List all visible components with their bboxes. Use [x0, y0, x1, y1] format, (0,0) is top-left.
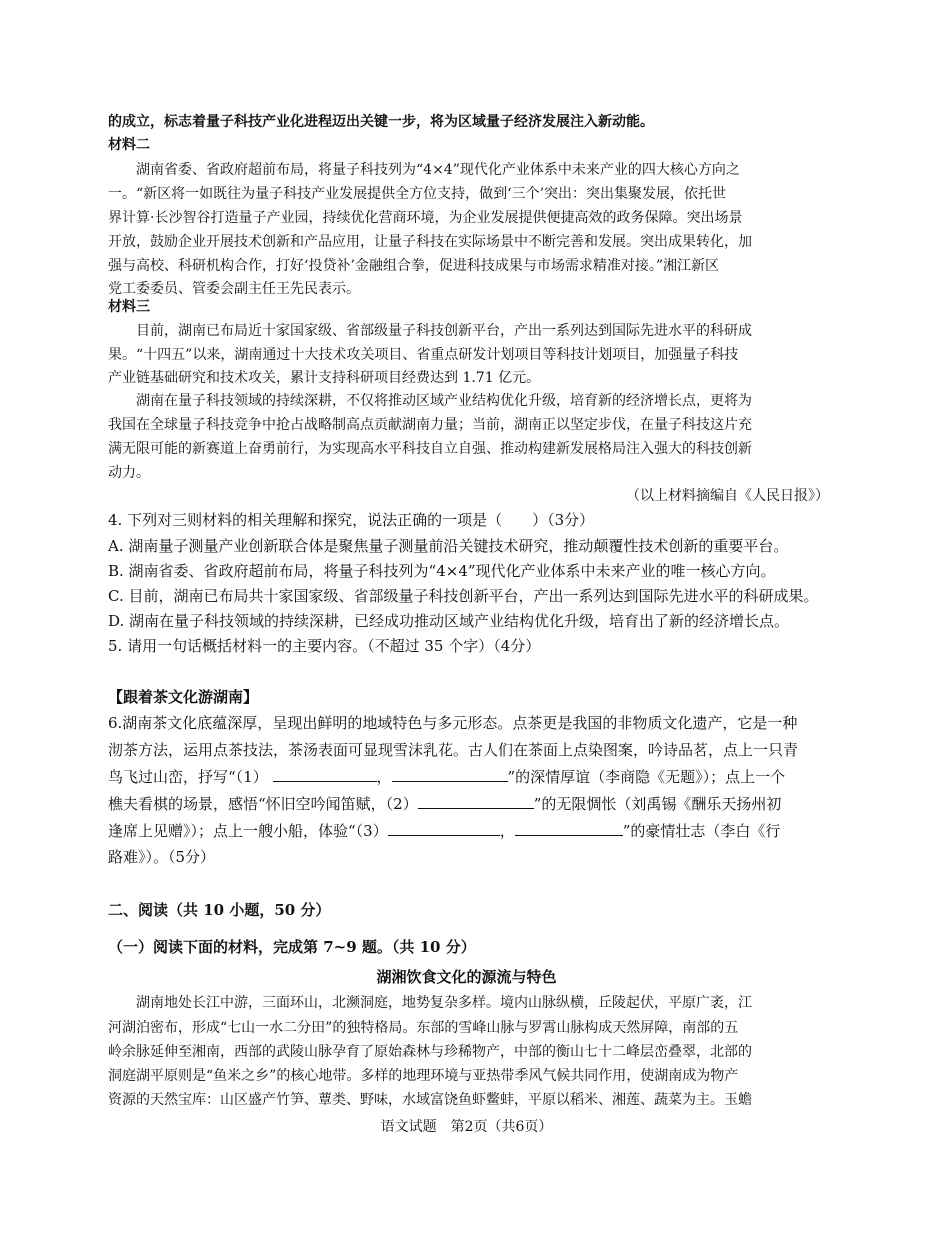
source-note: （以上材料摘编自《人民日报》）	[626, 488, 829, 504]
option-a: A. 湖南量子测量产业创新联合体是聚焦量子测量前沿关键技术研究，推动颠覆性技术创新的重要平台。	[108, 537, 789, 555]
text-line: 满无限可能的新赛道上奋勇前行，为实现高水平科技自立自强、推动构建新发展格局注入强大的科技创新	[108, 441, 752, 457]
blank-3b[interactable]	[515, 821, 623, 836]
question-5: 5. 请用一句话概括材料一的主要内容。（不超过 35 个字）（4分）	[108, 637, 541, 655]
text-line: 湖南在量子科技领域的持续深耕，不仅将推动区域产业结构优化升级，培育新的经济增长点，更将为	[136, 393, 752, 409]
text-line: 界计算·长沙智谷打造量子产业园，持续优化营商环境，为企业发展提供便捷高效的政务保障。突出场景	[108, 210, 743, 226]
text-line: 强与高校、科研机构合作，打好‘投贷补’金融组合拳，促进科技成果与市场需求精准对接。”湘江新区	[108, 258, 720, 274]
reading-section-heading: 二、阅读（共 10 小题，50 分）	[108, 901, 331, 919]
reading-sub-heading: （一）阅读下面的材料，完成第 7~9 题。（共 10 分）	[108, 938, 476, 956]
question-6-line: 樵夫看棋的场景，感悟“怀旧空吟闻笛赋，（2） ”的无限惆怅（刘禹锡《酬乐天扬州初	[108, 795, 782, 813]
question-6-line: 沏茶方法，运用点茶技法，茶汤表面可显现雪沫乳花。古人们在茶面上点染图案，吟诗品茗，点上一只青	[108, 741, 799, 759]
material3-heading: 材料三	[108, 299, 150, 315]
question-4-stem: 4. 下列对三则材料的相关理解和探究，说法正确的一项是（ ）（3分）	[108, 511, 595, 529]
text-line: 资源的天然宝库：山区盛产竹笋、蕈类、野味，水域富饶鱼虾鳖蚌，平原以稻米、湘莲、蔬菜为主。玉蟾	[108, 1092, 752, 1108]
text-line: 党工委委员、管委会副主任王先民表示。	[108, 281, 360, 297]
blank-1a[interactable]	[273, 767, 377, 782]
text-line: 洞庭湖平原则是“鱼米之乡”的核心地带。多样的地理环境与亚热带季风气候共同作用，使湖南成为物产	[108, 1068, 739, 1084]
article-title: 湖湘饮食文化的源流与特色	[376, 968, 557, 986]
text-line: 湖南省委、省政府超前布局，将量子科技列为“4×4”现代化产业体系中未来产业的四大核心方向之	[136, 162, 740, 178]
option-b: B. 湖南省委、省政府超前布局，将量子科技列为“4×4”现代化产业体系中未来产业的唯一核心方向。	[108, 562, 776, 580]
text-line: 产业链基础研究和技术攻关，累计支持科研项目经费达到 1.71 亿元。	[108, 370, 541, 386]
tea-section-heading: 【跟着茶文化游湖南】	[108, 688, 259, 706]
blank-3a[interactable]	[388, 821, 500, 836]
material2-heading: 材料二	[108, 137, 150, 153]
text-line: 河湖泊密布，形成“七山一水二分田”的独特格局。东部的雪峰山脉与罗霄山脉构成天然屏障，南部的五	[108, 1020, 739, 1036]
text-line: 湖南地处长江中游，三面环山，北濒洞庭，地势复杂多样。境内山脉纵横，丘陵起伏，平原广袤，江	[136, 995, 752, 1011]
option-d: D. 湖南在量子科技领域的持续深耕，已经成功推动区域产业结构优化升级，培育出了新的经济增长点。	[108, 612, 790, 630]
question-6-line: 路难》）。（5分）	[108, 848, 216, 866]
question-6-line: 6.湖南茶文化底蕴深厚，呈现出鲜明的地域特色与多元形态。点茶更是我国的非物质文化遗产，它是一种	[108, 714, 798, 732]
text-line: 开放，鼓励企业开展技术创新和产品应用，让量子科技在实际场景中不断完善和发展。突出成果转化，加	[108, 234, 752, 250]
text-line: 我国在全球量子科技竞争中抢占战略制高点贡献湖南力量；当前，湖南正以坚定步伐，在量子科技这片充	[108, 417, 752, 433]
question-6-line: 逢席上见赠》）；点上一艘小船，体验“（3） ， ”的豪情壮志（李白《行	[108, 822, 781, 840]
blank-1b[interactable]	[392, 767, 508, 782]
text-line: 果。“十四五”以来，湖南通过十大技术攻关项目、省重点研发计划项目等科技计划项目，加强量子科技	[108, 347, 739, 363]
question-6-line: 鸟飞过山峦，抒写“（1） ， ”的深情厚谊（李商隐《无题》）；点上一个	[108, 768, 786, 786]
page-footer: 语文试题 第2页（共6页）	[380, 1119, 553, 1135]
text-line: 的成立，标志着量子科技产业化进程迈出关键一步，将为区域量子经济发展注入新动能。	[108, 114, 654, 130]
text-line: 动力。	[108, 465, 150, 481]
text-line: 岭余脉延伸至湘南，西部的武陵山脉孕育了原始森林与珍稀物产，中部的衡山七十二峰层峦叠翠，北部的	[108, 1044, 752, 1060]
text-line: 一。“新区将一如既往为量子科技产业发展提供全方位支持，做到‘三个’突出：突出集聚发展，依托世	[108, 186, 727, 202]
option-c: C. 目前，湖南已布局共十家国家级、省部级量子科技创新平台，产出一系列达到国际先进水平的科研成果。	[108, 587, 819, 605]
blank-2[interactable]	[418, 794, 534, 809]
text-line: 目前，湖南已布局近十家国家级、省部级量子科技创新平台，产出一系列达到国际先进水平的科研成	[136, 323, 752, 339]
